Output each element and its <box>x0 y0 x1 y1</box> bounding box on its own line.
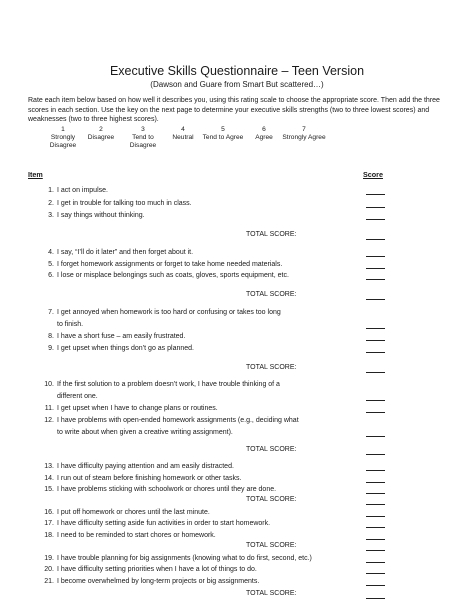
total-score-blank[interactable] <box>366 504 385 505</box>
page-subtitle: (Dawson and Guare from Smart But scattered…) <box>150 80 324 89</box>
question-text: I become overwhelmed by long-term projects or big assignments. <box>57 578 260 585</box>
question-text: I run out of steam before finishing homework or other tasks. <box>57 475 242 482</box>
score-blank[interactable] <box>366 516 385 517</box>
total-score-label: TOTAL SCORE: <box>246 231 297 238</box>
total-score-blank[interactable] <box>366 299 385 300</box>
scale-number: 2 <box>99 126 103 133</box>
scale-label: Tend to Disagree <box>129 133 157 149</box>
score-blank[interactable] <box>366 219 385 220</box>
scale-item <box>121 126 165 149</box>
score-column-header: Score <box>363 170 383 179</box>
question-number: 12. <box>44 417 54 424</box>
score-blank[interactable] <box>366 573 385 574</box>
question-text: I have problems with open-ended homework assignments (e.g., deciding what <box>57 417 299 424</box>
score-blank[interactable] <box>366 527 385 528</box>
total-score-blank[interactable] <box>366 454 385 455</box>
question-text: I have difficulty setting aside fun activities in order to start homework. <box>57 520 271 527</box>
question-text: I lose or misplace belongings such as coats, gloves, sports equipment, etc. <box>57 272 289 279</box>
score-blank[interactable] <box>366 585 385 586</box>
question-text-continued: to write about when given a creative writing assignment). <box>57 429 233 436</box>
total-score-label: TOTAL SCORE: <box>246 542 297 549</box>
question-number: 5. <box>48 261 54 268</box>
score-blank[interactable] <box>366 256 385 257</box>
question-number: 13. <box>44 463 54 470</box>
score-blank[interactable] <box>366 268 385 269</box>
question-number: 10. <box>44 381 54 388</box>
question-text: I forget homework assignments or forget to take home needed materials. <box>57 261 283 268</box>
scale-label: Strongly Disagree <box>49 133 77 149</box>
question-text: I get upset when I have to change plans or routines. <box>57 405 218 412</box>
total-score-blank[interactable] <box>366 550 385 551</box>
scale-number: 7 <box>302 126 306 133</box>
question-number: 6. <box>48 272 54 279</box>
scale-number: 5 <box>221 126 225 133</box>
question-text: I say things without thinking. <box>57 212 145 219</box>
scale-item <box>161 126 205 142</box>
question-text: I get upset when things don’t go as planned. <box>57 345 194 352</box>
scale-number: 3 <box>141 126 145 133</box>
question-number: 8. <box>48 333 54 340</box>
question-text-continued: to finish. <box>57 321 84 328</box>
question-text: I say, “I’ll do it later” and then forget about it. <box>57 249 194 256</box>
score-blank[interactable] <box>366 436 385 437</box>
scale-number: 6 <box>262 126 266 133</box>
score-blank[interactable] <box>366 207 385 208</box>
question-number: 18. <box>44 532 54 539</box>
question-text: I have difficulty paying attention and am easily distracted. <box>57 463 234 470</box>
score-blank[interactable] <box>366 493 385 494</box>
score-blank[interactable] <box>366 328 385 329</box>
score-blank[interactable] <box>366 279 385 280</box>
question-number: 16. <box>44 509 54 516</box>
item-column-header: Item <box>28 170 43 179</box>
instructions: Rate each item below based on how well it describes you, using this rating scale to choose the appropriate score. Then add the three scores in each section. Use the key on the next page to determine your executive skills strengths (two to three lowest scores) and weaknesses (two to three highest scores). <box>28 97 440 124</box>
total-score-label: TOTAL SCORE: <box>246 496 297 503</box>
score-blank[interactable] <box>366 470 385 471</box>
score-blank[interactable] <box>366 562 385 563</box>
question-text: I have difficulty setting priorities when I have a lot of things to do. <box>57 566 257 573</box>
scale-label: Agree <box>255 133 273 141</box>
score-blank[interactable] <box>366 400 385 401</box>
question-text: I get in trouble for talking too much in class. <box>57 200 192 207</box>
score-blank[interactable] <box>366 340 385 341</box>
scale-item <box>79 126 123 142</box>
question-text: I get annoyed when homework is too hard or confusing or takes too long <box>57 309 281 316</box>
scale-item <box>242 126 286 142</box>
question-number: 2. <box>48 200 54 207</box>
total-score-label: TOTAL SCORE: <box>246 446 297 453</box>
question-number: 17. <box>44 520 54 527</box>
question-number: 3. <box>48 212 54 219</box>
question-number: 20. <box>44 566 54 573</box>
question-number: 14. <box>44 475 54 482</box>
question-number: 9. <box>48 345 54 352</box>
scale-label: Strongly Agree <box>282 133 326 141</box>
score-blank[interactable] <box>366 194 385 195</box>
scale-item <box>201 126 245 142</box>
page-title: Executive Skills Questionnaire – Teen Version <box>109 64 365 78</box>
total-score-blank[interactable] <box>366 239 385 240</box>
question-text: I have a short fuse – am easily frustrated. <box>57 333 186 340</box>
question-text: I put off homework or chores until the last minute. <box>57 509 210 516</box>
question-number: 11. <box>44 405 54 412</box>
scale-label: Tend to Agree <box>202 133 244 141</box>
scale-label: Neutral <box>172 133 194 141</box>
question-number: 19. <box>44 555 54 562</box>
question-text: I need to be reminded to start chores or homework. <box>57 532 216 539</box>
question-number: 4. <box>48 249 54 256</box>
total-score-blank[interactable] <box>366 372 385 373</box>
question-text: If the first solution to a problem doesn’t work, I have trouble thinking of a <box>57 381 280 388</box>
scale-label: Disagree <box>87 133 115 141</box>
question-text: I have trouble planning for big assignments (knowing what to do first, second, etc.) <box>57 555 312 562</box>
total-score-label: TOTAL SCORE: <box>246 364 297 371</box>
question-text: I have problems sticking with schoolwork or chores until they are done. <box>57 486 277 493</box>
question-text: I act on impulse. <box>57 187 108 194</box>
question-number: 21. <box>44 578 54 585</box>
scale-number: 1 <box>61 126 65 133</box>
total-score-label: TOTAL SCORE: <box>246 291 297 298</box>
total-score-label: TOTAL SCORE: <box>246 590 297 597</box>
question-number: 7. <box>48 309 54 316</box>
question-number: 15. <box>44 486 54 493</box>
score-blank[interactable] <box>366 482 385 483</box>
total-score-blank[interactable] <box>366 598 385 599</box>
question-text-continued: different one. <box>57 393 98 400</box>
question-number: 1. <box>48 187 54 194</box>
score-blank[interactable] <box>366 352 385 353</box>
scale-number: 4 <box>181 126 185 133</box>
scale-item <box>282 126 326 142</box>
score-blank[interactable] <box>366 539 385 540</box>
score-blank[interactable] <box>366 412 385 413</box>
